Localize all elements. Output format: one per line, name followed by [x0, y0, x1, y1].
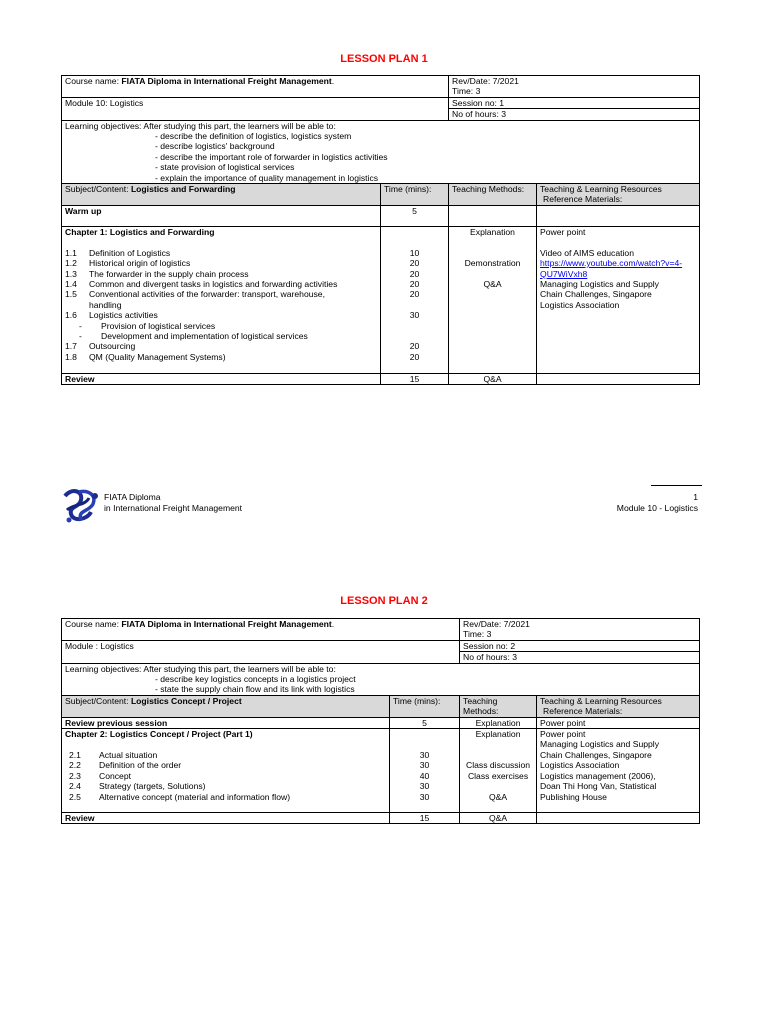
method-explanation: Explanation [475, 729, 521, 740]
topic-time: 20 [409, 289, 420, 300]
chapter-2-times [390, 729, 460, 813]
review-time: 15 [381, 373, 449, 384]
session-cell: Session no: 2 [460, 640, 700, 651]
objective-item: - explain the importance of quality management in logistics [155, 172, 379, 183]
chapter-1-methods [449, 226, 537, 373]
course-label: Course name: [65, 619, 122, 629]
chapter-title: Chapter 2: Logistics Concept / Project (Part 1) [65, 729, 253, 740]
topic-number: 2.4 [69, 781, 81, 792]
rev-date: Rev/Date: 7/2021 [463, 619, 530, 629]
time-header: Time (mins): [390, 695, 460, 717]
review-label: Review [62, 813, 390, 824]
objective-item: - state provision of logistical services [155, 162, 295, 173]
lesson-plan-2-grid [61, 618, 700, 824]
topic-time: 30 [419, 760, 430, 771]
session-cell: Session no: 1 [449, 97, 700, 108]
topic-row [65, 279, 377, 289]
subtopic-text: Provision of logistical services [101, 320, 216, 331]
topic-text: Actual situation [99, 749, 158, 760]
course-name: FIATA Diploma in International Freight Management [121, 619, 332, 629]
review-label: Review [62, 373, 381, 384]
resources-header [537, 695, 700, 717]
resources-header-line1: Teaching & Learning Resources [540, 695, 662, 706]
warmup-method [449, 205, 537, 226]
chapter-1-times [381, 226, 449, 373]
review-resource [537, 813, 700, 824]
review-previous-resource: Power point [537, 717, 700, 728]
time-header: Time (mins): [381, 184, 449, 206]
topic-row [65, 792, 386, 802]
warmup-time: 5 [381, 205, 449, 226]
resource-book: Logistics Association [540, 760, 620, 771]
topic-number: 1.4 [65, 278, 77, 289]
review-time: 15 [390, 813, 460, 824]
lesson-plan-2-title: LESSON PLAN 2 [340, 595, 428, 607]
topic-number: 1.3 [65, 268, 77, 279]
topic-row [65, 269, 377, 279]
topic-text: Logistics activities [89, 310, 158, 321]
method-class-exercises: Class exercises [467, 770, 529, 781]
objective-item: - describe the important role of forwarder in logistics activities [155, 151, 388, 162]
resource-book: Chain Challenges, Singapore [540, 289, 652, 300]
topic-time: 20 [409, 351, 420, 362]
topic-number: 2.2 [69, 760, 81, 771]
topic-text: Conventional activities of the forwarder: transport, warehouse, [89, 289, 325, 300]
course-end: . [331, 76, 335, 86]
topic-row [65, 310, 377, 320]
fiata-logo [61, 486, 103, 526]
time-value: Time: 3 [463, 629, 492, 640]
chapter-2-content [62, 729, 390, 813]
youtube-link-continued[interactable]: QU7WiVxh8 [540, 268, 588, 279]
module-cell: Module 10: Logistics [62, 97, 449, 120]
objectives-cell [62, 663, 700, 695]
resource-book: Doan Thi Hong Van, Statistical [540, 781, 657, 792]
topic-row [65, 352, 377, 362]
topic-row [65, 258, 377, 268]
objective-item: - state the supply chain flow and its link with logistics [155, 684, 355, 695]
resources-header-line1: Teaching & Learning Resources [540, 184, 662, 195]
warmup-resource [537, 205, 700, 226]
footer-diploma: FIATA Diploma [104, 492, 161, 502]
course-name: FIATA Diploma in International Freight Management [121, 76, 332, 86]
method-qa: Q&A [488, 791, 508, 802]
resource-book: Publishing House [540, 791, 607, 802]
methods-header: Teaching Methods: [460, 695, 537, 717]
topic-text: Common and divergent tasks in logistics and forwarding activities [89, 278, 338, 289]
method-class-discussion: Class discussion [466, 760, 531, 771]
topic-text: Outsourcing [89, 341, 136, 352]
objective-item: - describe key logistics concepts in a logistics project [155, 674, 356, 685]
topic-text: Definition of the order [99, 760, 182, 771]
methods-header: Teaching Methods: [449, 184, 537, 206]
subject-value: Logistics and Forwarding [130, 184, 236, 195]
topic-time: 20 [409, 278, 420, 289]
topic-text: Concept [99, 770, 132, 781]
resource-video: Video of AIMS education [540, 247, 634, 258]
topic-text: Alternative concept (material and information flow) [99, 791, 291, 802]
topic-text: handling [89, 299, 122, 310]
topic-text: QM (Quality Management Systems) [89, 351, 226, 362]
resource-powerpoint: Power point [540, 729, 586, 740]
topic-row [65, 760, 386, 770]
subject-value: Logistics Concept / Project [130, 695, 242, 706]
chapter-1-resources [537, 226, 700, 373]
topic-row [65, 341, 377, 351]
resource-book: Logistics Association [540, 299, 620, 310]
youtube-link[interactable]: https://www.youtube.com/watch?v=4- [540, 258, 683, 269]
course-cell [62, 76, 449, 98]
objectives-intro: Learning objectives: After studying this part, the learners will be able to: [65, 663, 336, 674]
rev-date: Rev/Date: 7/2021 [452, 76, 519, 86]
footer-program: in International Freight Management [104, 502, 243, 513]
chapter-2-resources [537, 729, 700, 813]
topic-text: Strategy (targets, Solutions) [99, 781, 206, 792]
review-previous-method: Explanation [460, 717, 537, 728]
subject-header [62, 184, 381, 206]
lesson-plan-1-grid [61, 75, 700, 385]
module-cell: Module : Logistics [62, 640, 460, 663]
chapter-title: Chapter 1: Logistics and Forwarding [65, 226, 215, 237]
course-end: . [331, 619, 335, 629]
topic-row [65, 781, 386, 791]
subject-label: Subject/Content: [65, 184, 131, 195]
resources-header-line2: Reference Materials: [543, 706, 623, 717]
course-label: Course name: [65, 76, 122, 86]
topic-time: 20 [409, 341, 420, 352]
footer-module: Module 10 - Logistics [616, 502, 698, 513]
topic-text: Definition of Logistics [89, 247, 171, 258]
topic-text: Historical origin of logistics [89, 258, 191, 269]
resource-book: Logistics management (2006), [540, 770, 656, 781]
topic-number: 1.7 [65, 341, 77, 352]
topic-time: 20 [409, 258, 420, 269]
topic-number: 1.5 [65, 289, 77, 300]
review-previous-label: Review previous session [62, 717, 390, 728]
topic-number: 1.8 [65, 351, 77, 362]
review-method: Q&A [460, 813, 537, 824]
topic-time: 30 [409, 310, 420, 321]
topic-number: 2.5 [69, 791, 81, 802]
hours-cell: No of hours: 3 [460, 652, 700, 663]
footer-left [104, 492, 242, 513]
review-resource [537, 373, 700, 384]
review-method: Q&A [449, 373, 537, 384]
method-qa: Q&A [483, 278, 502, 289]
topic-number: 1.6 [65, 310, 77, 321]
topic-time: 20 [409, 268, 420, 279]
rev-time-cell [449, 76, 700, 98]
resources-header-line2: Reference Materials: [543, 194, 623, 205]
subject-label: Subject/Content: [65, 695, 131, 706]
objective-item: - describe the definition of logistics, logistics system [155, 131, 352, 142]
topic-number: 2.3 [69, 770, 81, 781]
subtopic-row: - Development and implementation of logistical services [79, 330, 308, 341]
method-explanation: Explanation [470, 226, 515, 237]
topic-number: 1.1 [65, 247, 77, 258]
lesson-plan-1-title: LESSON PLAN 1 [340, 53, 428, 65]
topic-row [65, 750, 386, 760]
review-previous-time: 5 [390, 717, 460, 728]
objective-item: - describe logistics' background [155, 141, 275, 152]
chapter-1-content [62, 226, 381, 373]
resource-powerpoint: Power point [540, 226, 586, 237]
topic-number: 2.1 [69, 749, 81, 760]
footer-rule [651, 485, 702, 486]
topic-time: 30 [419, 749, 430, 760]
footer-right [617, 492, 698, 513]
topic-row [65, 771, 386, 781]
method-demonstration: Demonstration [464, 258, 521, 269]
topic-row [65, 300, 377, 310]
topic-time: 30 [419, 781, 430, 792]
rev-time-cell [460, 619, 700, 641]
resources-header [537, 184, 700, 206]
objectives-intro: Learning objectives: After studying this part, the learners will be able to: [65, 120, 336, 131]
topic-row [65, 248, 377, 258]
topic-text: The forwarder in the supply chain process [89, 268, 249, 279]
subtopic-row: - Provision of logistical services [79, 320, 216, 331]
topic-row [65, 289, 377, 299]
fiata-logo-icon [61, 486, 103, 526]
page-number: 1 [693, 492, 698, 502]
warmup-label: Warm up [62, 205, 381, 226]
topic-time: 10 [409, 247, 420, 258]
topic-time: 30 [419, 791, 430, 802]
chapter-2-methods [460, 729, 537, 813]
topic-time: 40 [419, 770, 430, 781]
topic-number: 1.2 [65, 258, 77, 269]
resource-book: Chain Challenges, Singapore [540, 749, 652, 760]
resource-book: Managing Logistics and Supply [540, 739, 659, 750]
subtopic-text: Development and implementation of logistical services [101, 330, 308, 341]
course-cell [62, 619, 460, 641]
hours-cell: No of hours: 3 [449, 109, 700, 120]
time-value: Time: 3 [452, 86, 481, 97]
subject-header [62, 695, 390, 717]
objectives-cell [62, 120, 700, 183]
resource-book: Managing Logistics and Supply [540, 278, 659, 289]
